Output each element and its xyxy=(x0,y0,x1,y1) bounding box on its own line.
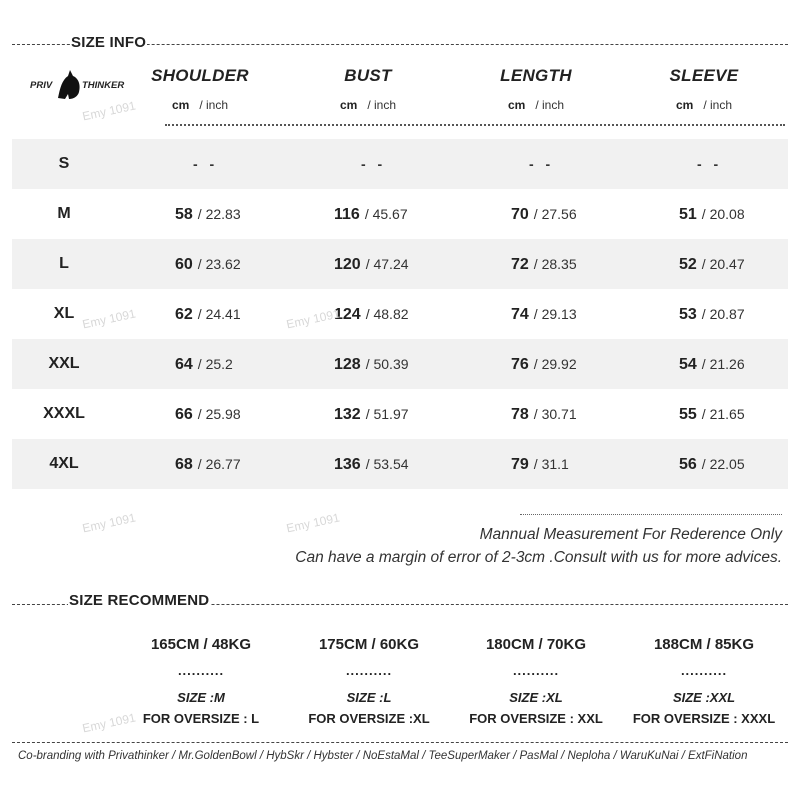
length-value: 76 / 29.92 xyxy=(511,356,577,373)
bust-value: 128 / 50.39 xyxy=(334,356,409,373)
column-name: SHOULDER xyxy=(151,66,249,85)
size-label: 4XL xyxy=(49,455,79,472)
bust-value: - - xyxy=(361,156,387,172)
oversize-recommendation: FOR OVERSIZE :XL xyxy=(308,711,430,726)
watermark: Emy 1091 xyxy=(81,710,137,736)
footer-divider xyxy=(12,742,788,743)
height-weight: 175CM / 60KG xyxy=(318,636,420,653)
column-name: SLEEVE xyxy=(669,66,739,85)
shoulder-value: 60 / 23.62 xyxy=(175,256,241,273)
length-value: 78 / 30.71 xyxy=(511,406,577,423)
column-name: LENGTH xyxy=(500,66,572,85)
note-dotted-line xyxy=(520,514,782,515)
shoulder-value: 58 / 22.83 xyxy=(175,206,241,223)
size-label: M xyxy=(57,205,71,222)
oversize-recommendation: FOR OVERSIZE : XXL xyxy=(469,711,603,726)
size-label: XXXL xyxy=(43,405,85,422)
table-row xyxy=(12,389,788,439)
height-weight: 180CM / 70KG xyxy=(485,636,587,653)
oversize-recommendation: FOR OVERSIZE : L xyxy=(142,711,260,726)
column-unit: cm / inch xyxy=(507,98,565,112)
recommend-item xyxy=(289,636,449,726)
column-header-shoulder xyxy=(115,66,285,112)
logo-text-right: THINKER xyxy=(82,80,125,91)
header-dotted-underline xyxy=(165,124,785,126)
size-label: L xyxy=(59,255,69,272)
length-value: 70 / 27.56 xyxy=(511,206,577,223)
shoulder-value: 66 / 25.98 xyxy=(175,406,241,423)
shoulder-value: 64 / 25.2 xyxy=(175,356,233,373)
bust-value: 116 / 45.67 xyxy=(334,206,408,223)
length-value: 74 / 29.13 xyxy=(511,306,577,323)
length-value: 79 / 31.1 xyxy=(511,456,569,473)
size-label: XL xyxy=(53,305,75,322)
sleeve-value: 53 / 20.87 xyxy=(679,306,745,323)
column-name: BUST xyxy=(344,66,392,85)
separator-dots: .......... xyxy=(177,663,225,678)
watermark: Emy 1091 xyxy=(81,510,137,536)
sleeve-value: 55 / 21.65 xyxy=(679,406,745,423)
bust-value: 124 / 48.82 xyxy=(334,306,409,323)
size-label: XXL xyxy=(48,355,80,372)
bust-value: 120 / 47.24 xyxy=(334,256,409,273)
recommend-item xyxy=(624,636,784,726)
watermark: Emy 1091 xyxy=(81,98,137,124)
watermark: Emy 1091 xyxy=(285,510,341,536)
column-unit: cm / inch xyxy=(339,98,397,112)
cat-logo-icon xyxy=(54,68,84,102)
recommended-size: SIZE :XL xyxy=(509,690,563,705)
column-header-sleeve xyxy=(619,66,789,112)
column-header-bust xyxy=(283,66,453,112)
size-label: S xyxy=(58,155,70,172)
table-row xyxy=(12,289,788,339)
size-recommend-title: SIZE RECOMMEND xyxy=(69,592,210,609)
table-row xyxy=(12,189,788,239)
separator-dots: .......... xyxy=(512,663,560,678)
size-info-title: SIZE INFO xyxy=(71,34,147,51)
measurement-note: Mannual Measurement For Rederence Only xyxy=(479,526,782,543)
bust-value: 136 / 53.54 xyxy=(334,456,409,473)
shoulder-value: - - xyxy=(193,156,219,172)
co-branding-footer: Co-branding with Privathinker / Mr.GoldenBowl / HybSkr / Hybster / NoEstaMal / TeeSuperMaker / PasMal / Neploha / WaruKuNai / ExtFiNation xyxy=(18,750,748,762)
bust-value: 132 / 51.97 xyxy=(334,406,409,423)
sleeve-value: 56 / 22.05 xyxy=(679,456,745,473)
sleeve-value: 51 / 20.08 xyxy=(679,206,745,223)
column-unit: cm / inch xyxy=(171,98,229,112)
error-margin-note: Can have a margin of error of 2-3cm .Consult with us for more advices. xyxy=(295,549,782,566)
table-row xyxy=(12,239,788,289)
table-row xyxy=(12,339,788,389)
separator-dots: .......... xyxy=(345,663,393,678)
length-value: - - xyxy=(529,156,555,172)
length-value: 72 / 28.35 xyxy=(511,256,577,273)
height-weight: 165CM / 48KG xyxy=(150,636,252,653)
watermark: Emy 1091 xyxy=(81,306,137,332)
column-unit: cm / inch xyxy=(675,98,733,112)
watermark: Emy 1091 xyxy=(285,306,341,332)
recommend-item xyxy=(121,636,281,726)
table-row xyxy=(12,139,788,189)
recommended-size: SIZE :M xyxy=(177,690,225,705)
shoulder-value: 62 / 24.41 xyxy=(175,306,241,323)
table-row xyxy=(12,439,788,489)
height-weight: 188CM / 85KG xyxy=(653,636,755,653)
sleeve-value: 54 / 21.26 xyxy=(679,356,745,373)
recommended-size: SIZE :L xyxy=(346,690,392,705)
sleeve-value: 52 / 20.47 xyxy=(679,256,745,273)
logo-text-left: PRIV xyxy=(30,80,53,91)
separator-dots: .......... xyxy=(680,663,728,678)
recommended-size: SIZE :XXL xyxy=(672,690,736,705)
sleeve-value: - - xyxy=(697,156,723,172)
column-header-length xyxy=(451,66,621,112)
shoulder-value: 68 / 26.77 xyxy=(175,456,241,473)
oversize-recommendation: FOR OVERSIZE : XXXL xyxy=(632,711,776,726)
recommend-item xyxy=(456,636,616,726)
